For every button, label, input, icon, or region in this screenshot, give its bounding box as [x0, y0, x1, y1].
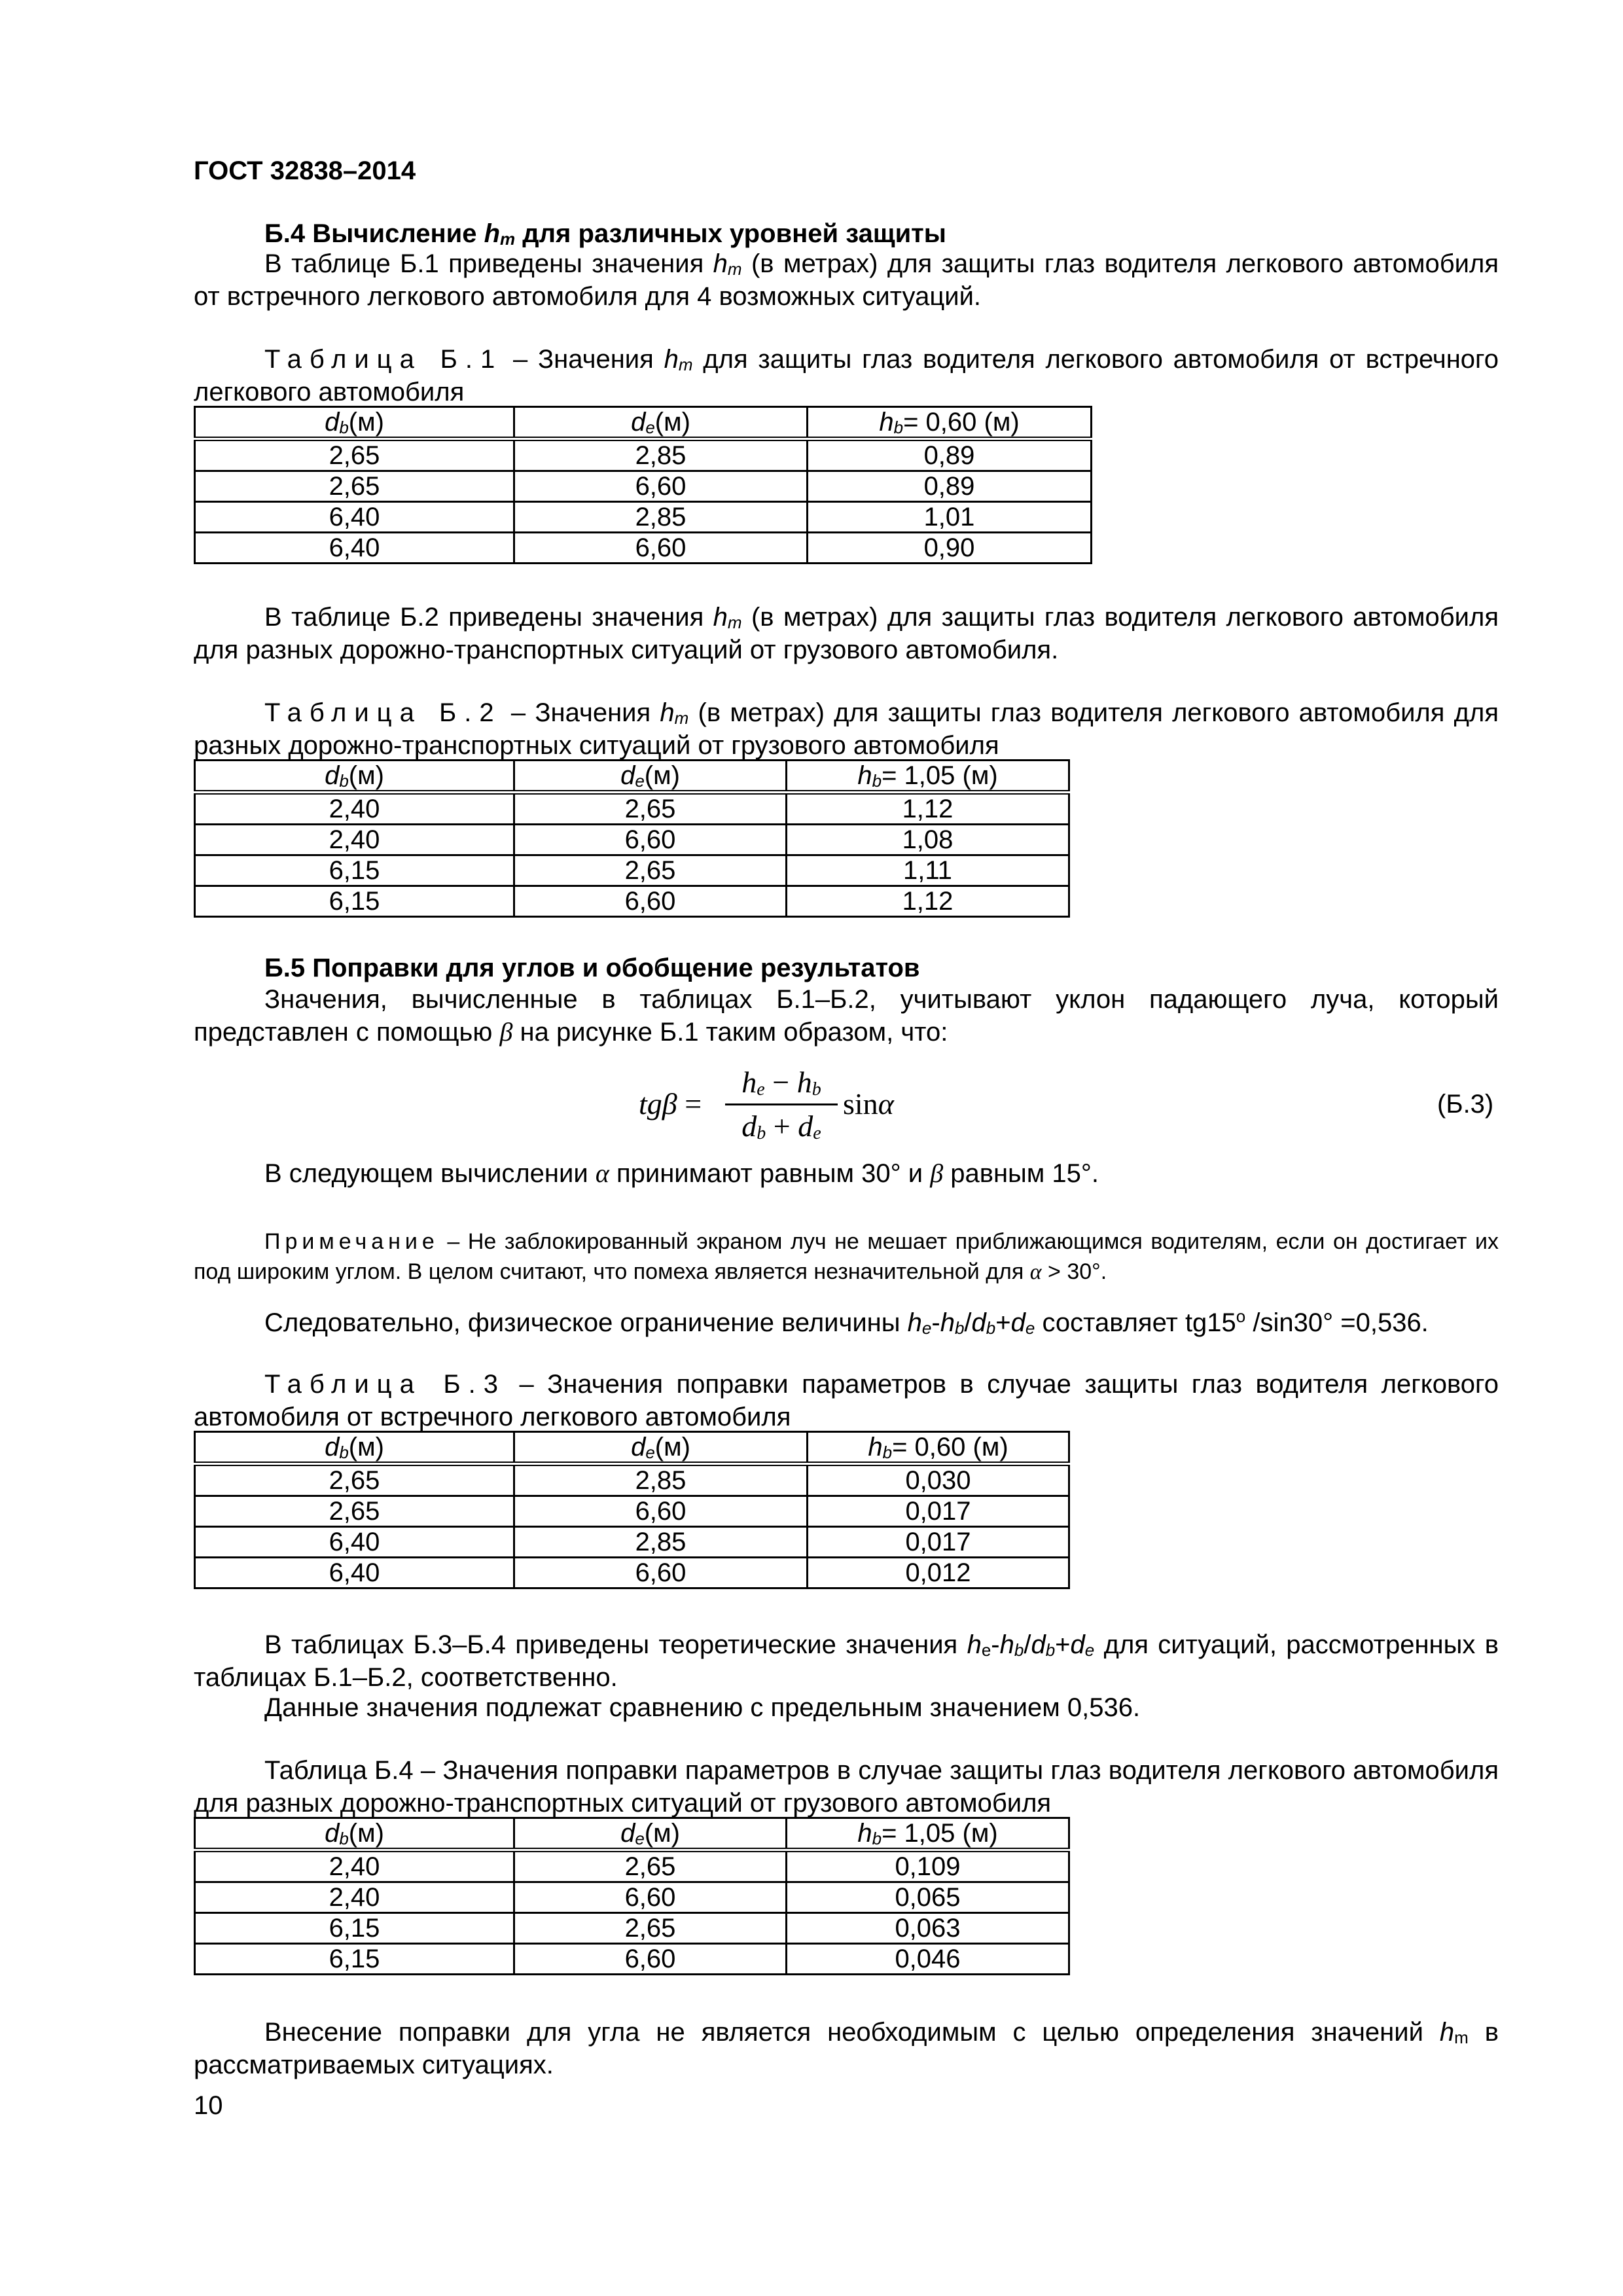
table-cell: 0,89: [808, 439, 1092, 471]
table-row: [195, 1944, 1069, 1975]
formula-b3: [0, 1059, 1623, 1151]
paragraph-consequence: Следовательно, физическое ограничение величины $h_e-h_b/d_b+d_e$ составляет tg15$^o$ /sin30° =0,536.: [264, 1306, 1429, 1338]
table-cell: 1,01: [808, 502, 1092, 533]
table-cell: 6,40: [195, 1527, 514, 1558]
paragraph-b2-intro: В таблице Б.2 приведены значения $h_m$ (в метрах) для защиты глаз водителя легкового автомобиля для разных дорожно-транспортных ситуаций от грузового автомобиля.: [194, 603, 1499, 664]
table-row: [195, 825, 1069, 855]
table-cell: 2,85: [514, 1464, 808, 1496]
table-cell: 0,90: [808, 533, 1092, 564]
table-cell: 2,85: [514, 502, 808, 533]
table-cell: 2,65: [195, 439, 514, 471]
table-b4: [194, 1817, 1070, 1975]
table-cell: 2,65: [514, 1850, 787, 1882]
table-cell: 0,065: [787, 1882, 1069, 1913]
formula-number: (Б.3): [1437, 1090, 1494, 1119]
table-cell: 0,109: [787, 1850, 1069, 1882]
table-cell: 0,017: [808, 1527, 1069, 1558]
table-cell: 2,40: [195, 825, 514, 855]
paragraph-b4-intro: В таблице Б.1 приведены значения $h_m$ (в метрах) для защиты глаз водителя легкового автомобиля от встречного легкового автомобиля для 4 возможных ситуаций.: [194, 249, 1499, 311]
table-row: [195, 886, 1069, 917]
table-row: [195, 533, 1092, 564]
paragraph-b5-intro: Значения, вычисленные в таблицах Б.1–Б.2, учитывают уклон падающего луча, который представлен с помощью β на рисунке Б.1 таким образом, что:: [194, 985, 1499, 1047]
formula-denominator: $d_b + d_e$: [741, 1109, 821, 1143]
fraction-bar: [725, 1103, 838, 1105]
table-cell: 1,12: [787, 886, 1069, 917]
document-code: ГОСТ 32838–2014: [194, 156, 416, 185]
table-cell: 0,030: [808, 1464, 1069, 1496]
table-cell: 6,15: [195, 886, 514, 917]
table-cell: 6,60: [514, 825, 787, 855]
table-header-row: [195, 1432, 1069, 1464]
table-cell: 2,40: [195, 1850, 514, 1882]
table-row: [195, 1882, 1069, 1913]
table-cell: 6,40: [195, 502, 514, 533]
table-cell: 0,012: [808, 1558, 1069, 1588]
section-heading-b4: Б.4 Вычисление $h_m$ для различных уровней защиты: [264, 219, 946, 249]
table-cell: 6,40: [195, 533, 514, 564]
table-cell: 2,40: [195, 1882, 514, 1913]
paragraph-next-calc: В следующем вычислении α принимают равным 30° и β равным 15°.: [264, 1158, 1099, 1188]
table-row: [195, 1558, 1069, 1588]
col-header-de: $d_e(м)$: [514, 1432, 808, 1464]
table-b3-caption: Таблица Б.3 – Значения поправки параметров в случае защиты глаз водителя легкового автомобиля от встречного легкового автомобиля: [194, 1370, 1499, 1431]
table-cell: 2,65: [514, 793, 787, 825]
table-cell: 6,40: [195, 1558, 514, 1588]
col-header-db: $d_b(м)$: [195, 1432, 514, 1464]
table-cell: 6,60: [514, 1944, 787, 1975]
table-row: [195, 439, 1092, 471]
table-row: [195, 1464, 1069, 1496]
table-b3: [194, 1431, 1070, 1589]
col-header-hb: $h_b= 0,60$ (м): [808, 407, 1092, 439]
table-cell: 0,063: [787, 1913, 1069, 1944]
table-row: [195, 1527, 1069, 1558]
col-header-db: $d_b(м)$: [195, 1818, 514, 1850]
table-cell: 1,12: [787, 793, 1069, 825]
col-header-de: $d_e(м)$: [514, 761, 787, 793]
table-cell: 2,65: [514, 1913, 787, 1944]
paragraph-b3-b4-intro: В таблицах Б.3–Б.4 приведены теоретические значения $h_e-h_b/d_b+d_e$ для ситуаций, рассмотренных в таблицах Б.1–Б.2, соответственно.: [194, 1630, 1499, 1692]
formula-rhs: sinα: [843, 1087, 894, 1121]
table-cell: 6,15: [195, 1913, 514, 1944]
table-header-row: [195, 407, 1092, 439]
col-header-db: $d_b(м)$: [195, 407, 514, 439]
table-row: [195, 855, 1069, 886]
table-cell: 6,15: [195, 855, 514, 886]
table-b4-caption: Таблица Б.4 – Значения поправки параметров в случае защиты глаз водителя легкового автомобиля для разных дорожно-транспортных ситуаций от грузового автомобиля: [194, 1756, 1499, 1818]
table-cell: 2,40: [195, 793, 514, 825]
table-cell: 0,89: [808, 471, 1092, 502]
table-cell: 6,60: [514, 886, 787, 917]
paragraph-final: Внесение поправки для угла не является необходимым с целью определения значений $h_m$ в рассматриваемых ситуациях.: [194, 2018, 1499, 2079]
table-cell: 1,08: [787, 825, 1069, 855]
section-heading-b5: Б.5 Поправки для углов и обобщение результатов: [264, 954, 920, 982]
table-cell: 2,85: [514, 1527, 808, 1558]
table-header-row: [195, 1818, 1069, 1850]
formula-lhs: tgβ =: [639, 1087, 702, 1121]
formula-numerator: $h_e - h_b$: [741, 1066, 821, 1100]
table-cell: 2,65: [195, 1464, 514, 1496]
table-cell: 0,046: [787, 1944, 1069, 1975]
table-cell: 2,65: [195, 471, 514, 502]
table-row: [195, 471, 1092, 502]
table-row: [195, 1913, 1069, 1944]
table-cell: 6,60: [514, 1882, 787, 1913]
page-number: 10: [194, 2091, 223, 2120]
col-header-hb: $h_b= 0,60$ (м): [808, 1432, 1069, 1464]
col-header-hb: $h_b= 1,05$ (м): [787, 761, 1069, 793]
table-cell: 6,60: [514, 1496, 808, 1527]
table-row: [195, 1496, 1069, 1527]
table-cell: 6,60: [514, 471, 808, 502]
col-header-db: $d_b(м)$: [195, 761, 514, 793]
table-cell: 6,60: [514, 1558, 808, 1588]
table-row: [195, 1850, 1069, 1882]
table-cell: 1,11: [787, 855, 1069, 886]
table-cell: 2,65: [195, 1496, 514, 1527]
table-cell: 0,017: [808, 1496, 1069, 1527]
table-b1: [194, 406, 1092, 564]
table-b2-caption: Таблица Б.2 – Значения $h_m$ (в метрах) для защиты глаз водителя легкового автомобиля для разных дорожно-транспортных ситуаций от грузового автомобиля: [194, 698, 1499, 760]
table-row: [195, 502, 1092, 533]
col-header-hb: $h_b= 1,05$ (м): [787, 1818, 1069, 1850]
formula-fraction: [725, 1064, 838, 1145]
note: Примечание – Не заблокированный экраном луч не мешает приближающимся водителям, если он достигает их под широким углом. В целом считают, что помеха является незначительной для α > 30°.: [194, 1229, 1499, 1284]
paragraph-comparison: Данные значения подлежат сравнению с предельным значением 0,536.: [264, 1693, 1141, 1722]
col-header-de: $d_e(м)$: [514, 407, 808, 439]
table-header-row: [195, 761, 1069, 793]
table-cell: 2,65: [514, 855, 787, 886]
table-row: [195, 793, 1069, 825]
col-header-de: $d_e(м)$: [514, 1818, 787, 1850]
table-b1-caption: Таблица Б.1 – Значения $h_m$ для защиты глаз водителя легкового автомобиля от встречного легкового автомобиля: [194, 345, 1499, 406]
table-b2: [194, 759, 1070, 918]
table-cell: 6,60: [514, 533, 808, 564]
table-cell: 2,85: [514, 439, 808, 471]
table-cell: 6,15: [195, 1944, 514, 1975]
